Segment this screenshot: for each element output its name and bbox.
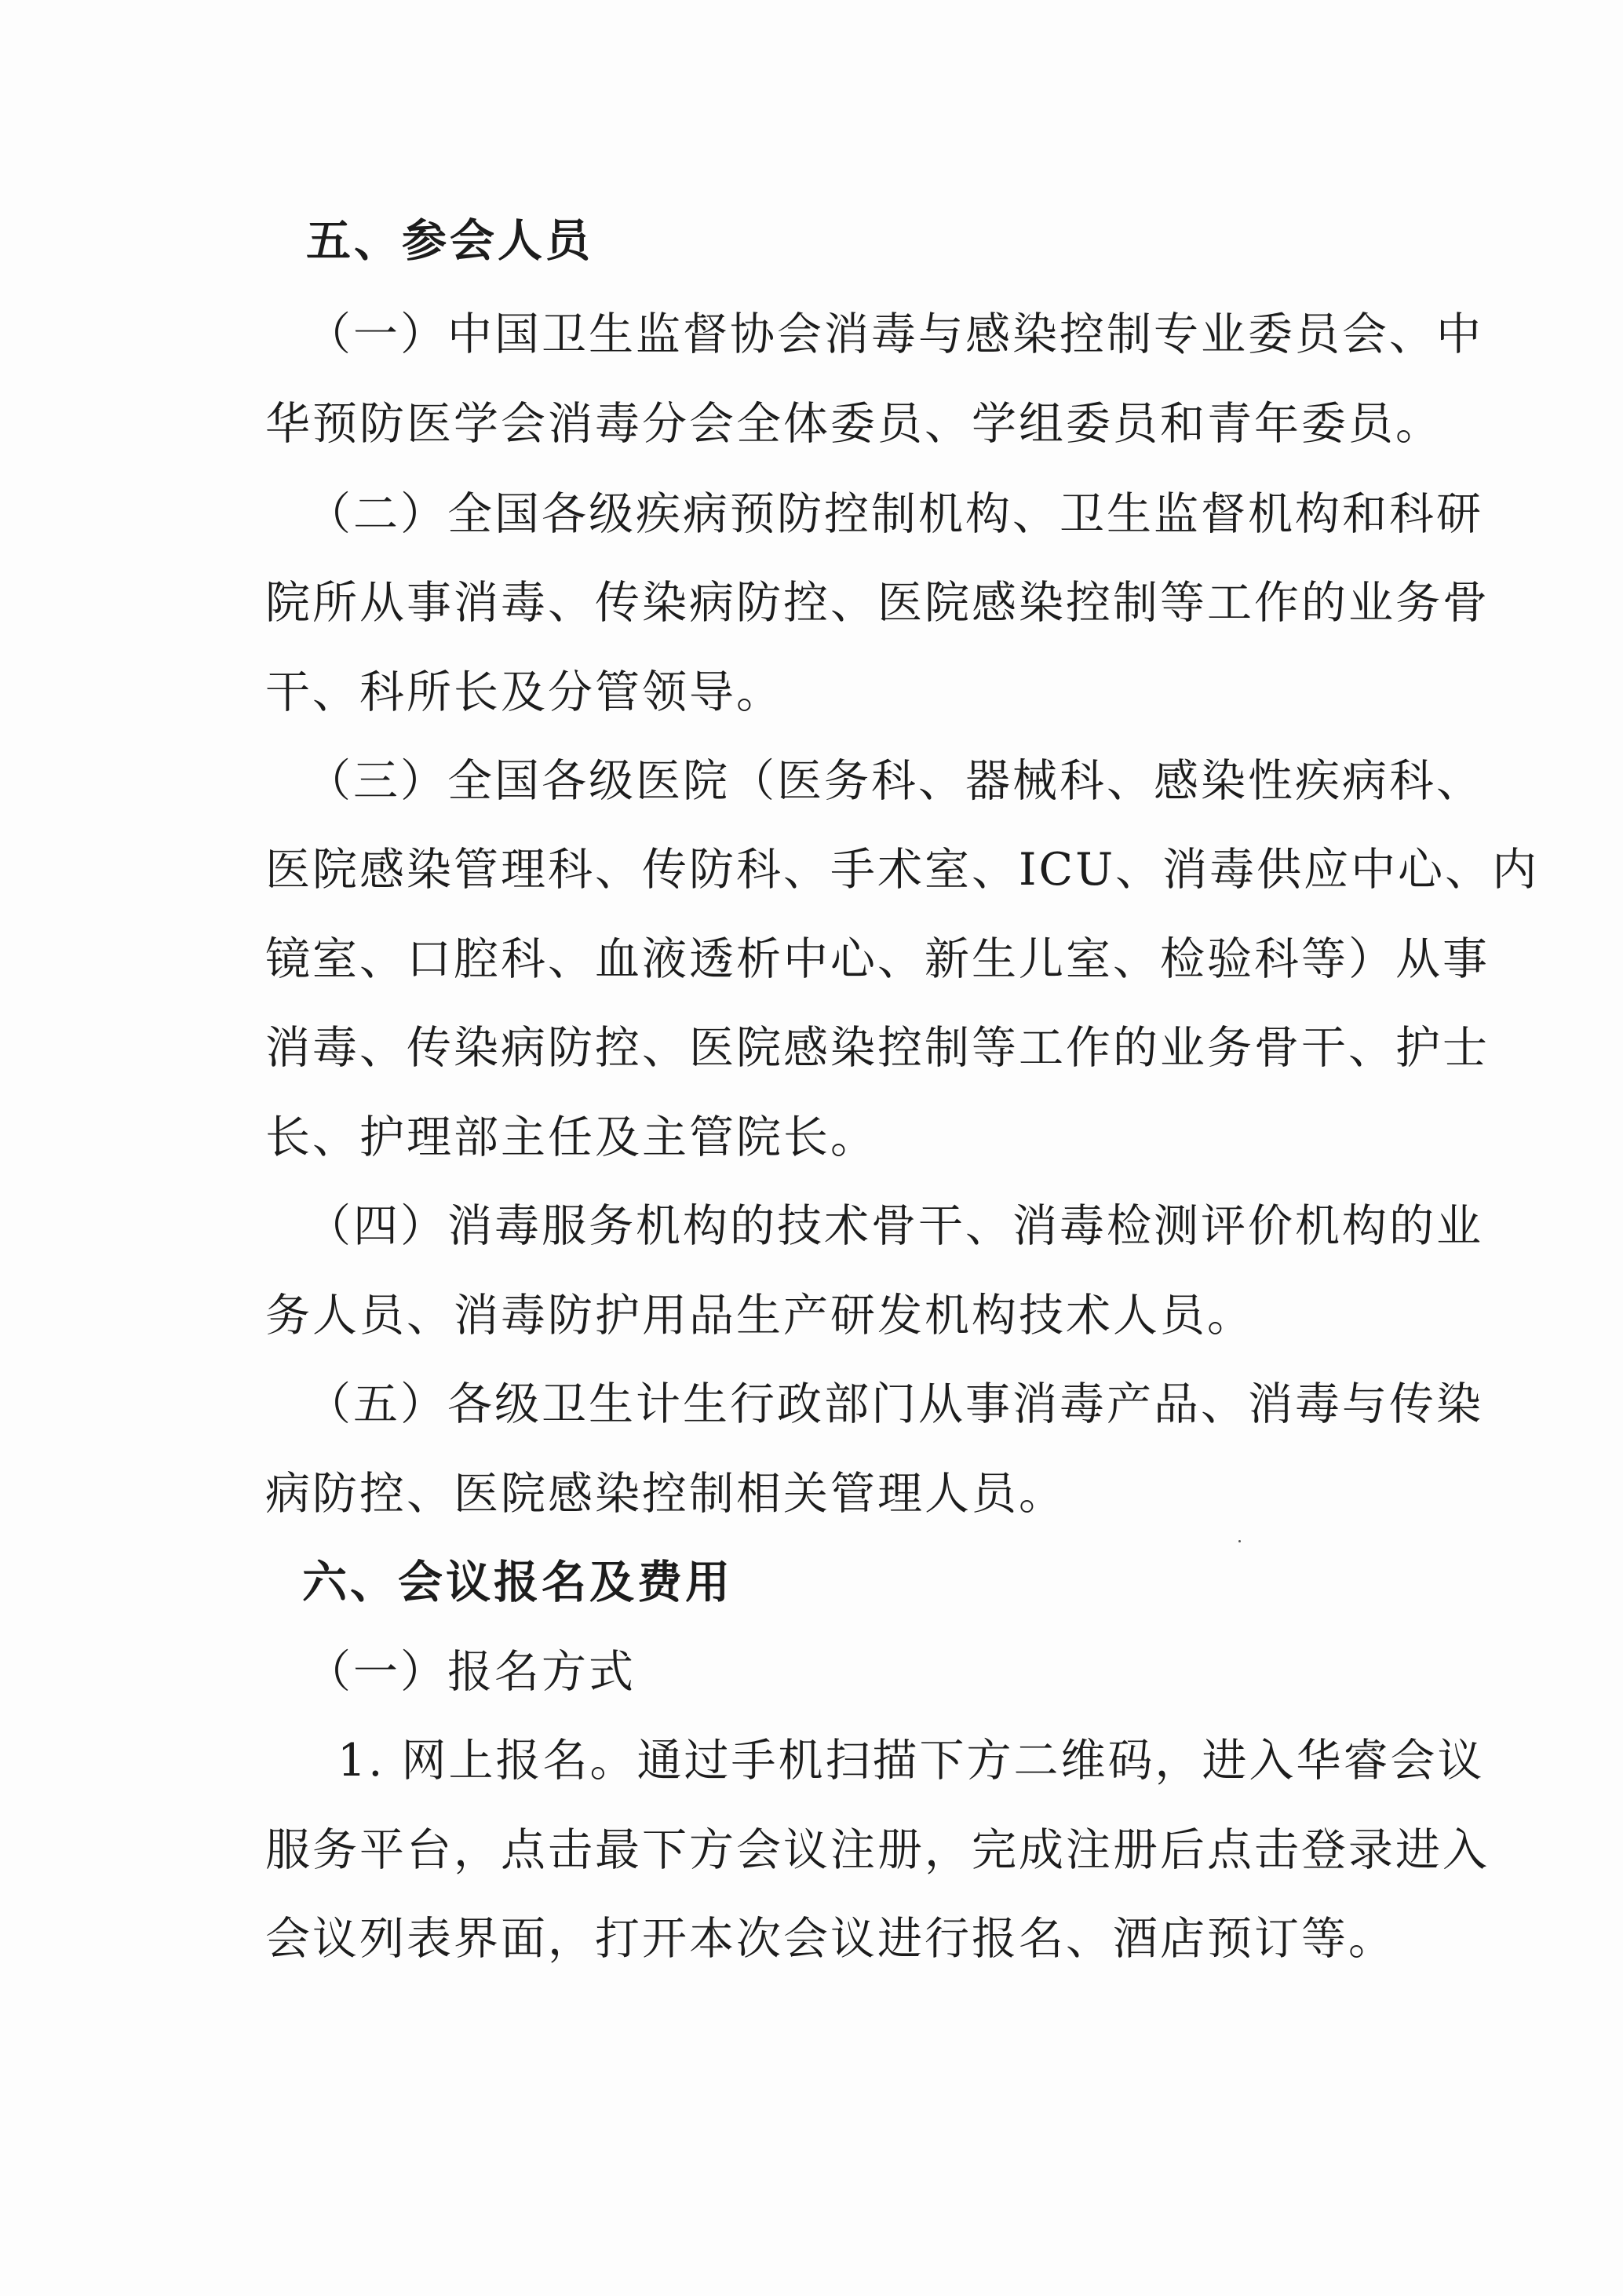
paragraph-line: （二）全国各级疾病预防控制机构、卫生监督机构和科研 [306, 488, 1483, 540]
paragraph-line: 务人员、消毒防护用品生产研发机构技术人员。 [265, 1290, 1254, 1341]
paragraph-line: 镜室、口腔科、血液透析中心、新生儿室、检验科等）从事 [265, 933, 1490, 985]
paragraph-line: （五）各级卫生计生行政部门从事消毒产品、消毒与传染 [306, 1378, 1483, 1430]
paragraph-line: 医院感染管理科、传防科、手术室、ICU、消毒供应中心、内 [265, 844, 1540, 896]
scan-speck [1238, 1540, 1241, 1542]
section-heading-attendees: 五、参会人员 [306, 215, 593, 267]
paragraph-line: 1. 网上报名。通过手机扫描下方二维码，进入华睿会议 [337, 1735, 1485, 1787]
paragraph-line: 病防控、医院感染控制相关管理人员。 [265, 1468, 1066, 1520]
paragraph-line: 长、护理部主任及主管院长。 [265, 1111, 877, 1163]
section-heading-registration: 六、会议报名及费用 [302, 1557, 733, 1608]
paragraph-line: （三）全国各级医院（医务科、器械科、感染性疾病科、 [306, 755, 1483, 807]
paragraph-line: 干、科所长及分管领导。 [265, 666, 783, 718]
paragraph-line: 华预防医学会消毒分会全体委员、学组委员和青年委员。 [265, 398, 1442, 450]
paragraph-line: 服务平台，点击最下方会议注册，完成注册后点击登录进入 [265, 1824, 1490, 1876]
paragraph-line: （一）中国卫生监督协会消毒与感染控制专业委员会、中 [306, 308, 1483, 360]
paragraph-line: 会议列表界面，打开本次会议进行报名、酒店预订等。 [265, 1913, 1395, 1965]
paragraph-line: 院所从事消毒、传染病防控、医院感染控制等工作的业务骨 [265, 577, 1490, 629]
paragraph-line: （四）消毒服务机构的技术骨干、消毒检测评价机构的业 [306, 1200, 1483, 1252]
paragraph-line: 消毒、传染病防控、医院感染控制等工作的业务骨干、护士 [265, 1022, 1490, 1074]
subsection-heading-method: （一）报名方式 [306, 1646, 636, 1698]
